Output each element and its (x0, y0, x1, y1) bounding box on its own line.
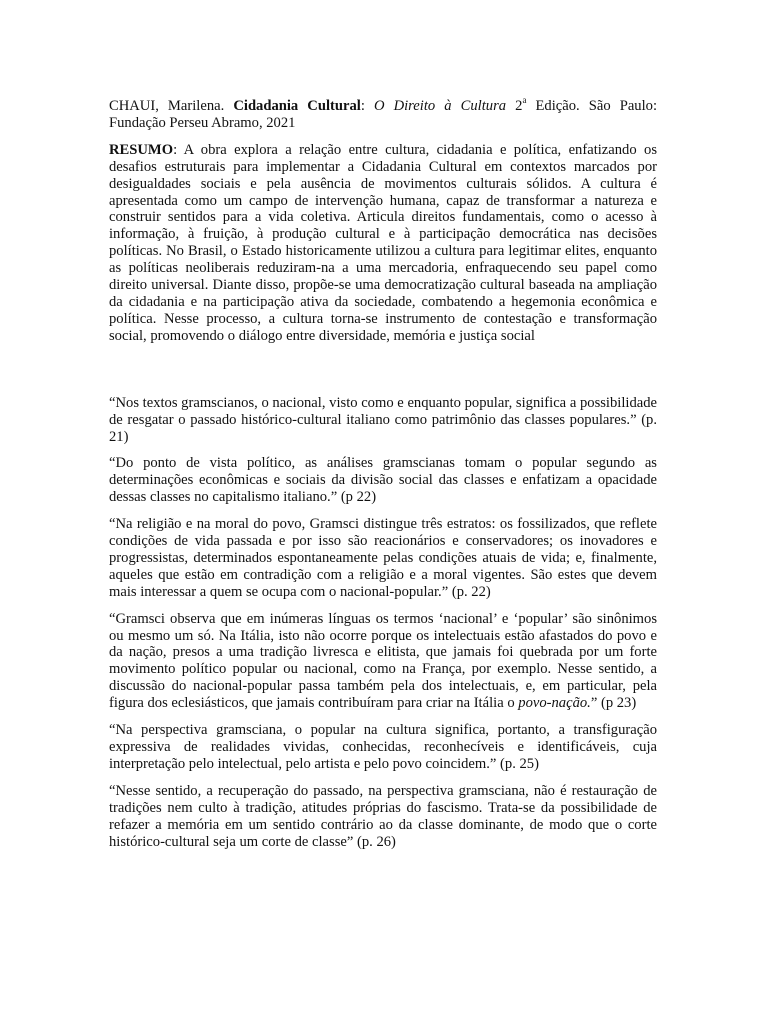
quote-paragraph-2: “Do ponto de vista político, as análises gramscianas tomam o popular segundo as determinações econômicas e sociais da divisão social das classes e enfatizam a opacidade dessas classes no capitalismo italiano.” (p 22) (109, 455, 657, 506)
reference-subtitle: O Direito à Cultura (373, 98, 507, 114)
quotes-section (109, 395, 657, 851)
quote-paragraph-5: “Na perspectiva gramsciana, o popular na cultura significa, portanto, a transfiguração expressiva de realidades vividas, conhecidas, reconhecíveis e identificáveis, cuja interpretação pelo intelectual, pelo artista e pelo povo coincidem.” (p. 25) (109, 722, 657, 772)
reference-edition-number: 2 (506, 98, 523, 114)
document-page (109, 95, 658, 860)
bibliographic-reference (109, 95, 658, 132)
quote-paragraph-3: “Na religião e na moral do povo, Gramsci distingue três estratos: os fossilizados, que reflete condições de vida passada e por isso são reacionários e conservadores; os inovadores e progressistas, determinados espontaneamente pelas condições atuais de vida; e, finalmente, aqueles que estão em contradição com a religião e a moral vigentes. São estes que devem mais interessar a quem se ocupa com o nacional-popular.” (p. 22) (109, 516, 657, 600)
quote-paragraph-4 (109, 611, 657, 712)
quote-4-italic-term: povo-nação. (518, 695, 591, 712)
quote-paragraph-6: “Nesse sentido, a recuperação do passado, na perspectiva gramsciana, não é restauração de tradições nem culto à tradição, atitudes próprias do fascismo. Trata-se da possibilidade de refazer a memória em um sentido contrário ao da classe dominante, de modo que o corte histórico-cultural seja um corte de classe” (p. 26) (109, 782, 657, 850)
quote-4-citation: ” (p 23) (590, 695, 637, 712)
reference-author: CHAUI, Marilena. (109, 98, 234, 114)
abstract-text: : A obra explora a relação entre cultura, cidadania e política, enfatizando os desafios estruturais para implementar a Cidadania Cultural em contextos marcados por desigualdades sociais e pela ausência de movimentos culturais sólidos. A cultura é apresentada como um campo de intervenção humana, capaz de transformar a natureza e construir sentidos para a vida coletiva. Articula direitos fundamentais, como o acesso à informação, à fruição, à produção cultural e à participação democrática nas decisões políticas. No Brasil, o Estado historicamente utilizou a cultura para legitimar elites, enquanto as políticas neoliberais reduziram-na a uma mercadoria, enfraquecendo seu papel como direito universal. Diante disso, propõe-se uma democratização cultural baseada na ampliação da cidadania e na participação ativa da sociedade, combatendo a hegemonia econômica e política. Nesse processo, a cultura torna-se instrumento de contestação e transformação social, promovendo o diálogo entre diversidade, memória e justiça social (109, 141, 657, 344)
reference-edition-publisher: Edição. São Paulo: Fundação Perseu Abramo, 2021 (109, 98, 658, 131)
reference-edition-superscript: a (522, 95, 527, 106)
abstract-paragraph (109, 142, 657, 345)
quote-paragraph-1: “Nos textos gramscianos, o nacional, visto como e enquanto popular, significa a possibilidade de resgatar o passado histórico-cultural italiano como patrimônio das classes populares.” (p. 21) (109, 394, 657, 445)
quote-4-text: “Gramsci observa que em inúmeras línguas os termos ‘nacional’ e ‘popular’ são sinônimos ou mesmo um só. Na Itália, isto não ocorre porque os intelectuais estão afastados do povo e da nação, presos a uma tradição livresca e elitista, que jamais foi quebrada por um forte movimento político popular ou nacional, como na França, por exemplo. Nesse sentido, a discussão do nacional-popular passa também pela dos intelectuais, e, em particular, pela figura dos eclesiásticos, que jamais contribuíram para criar na Itália o (109, 610, 657, 712)
reference-colon: : (360, 98, 374, 114)
abstract-label: RESUMO (109, 141, 174, 158)
reference-title: Cidadania Cultural (233, 98, 361, 114)
